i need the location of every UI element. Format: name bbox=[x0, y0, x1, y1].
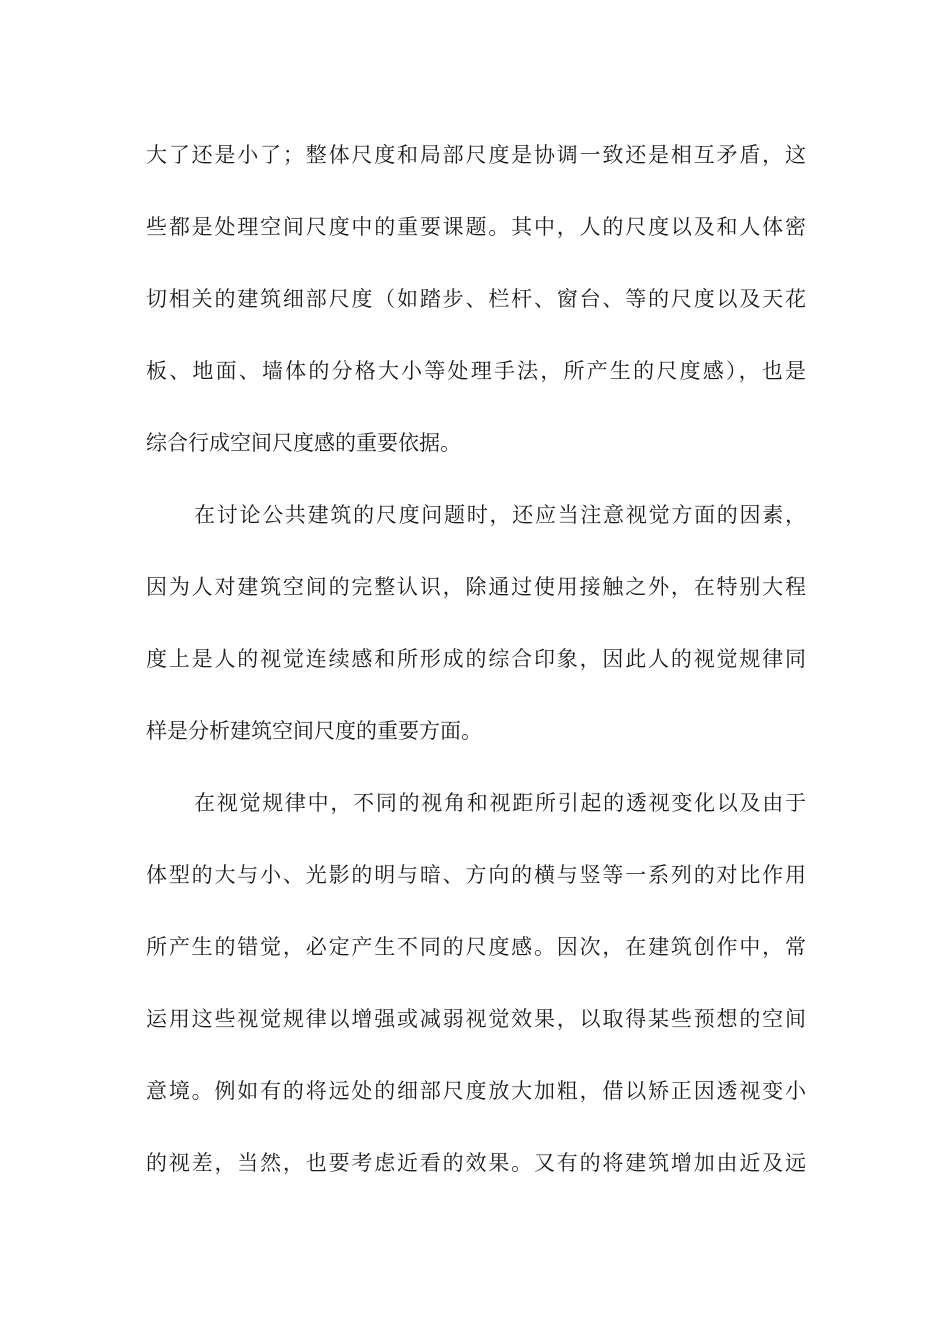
paragraph-line: 在视觉规律中，不同的视角和视距所引起的透视变化以及由于 bbox=[194, 791, 806, 815]
paragraph-line: 因为人对建筑空间的完整认识，除通过使用接触之外，在特别大程 bbox=[146, 575, 806, 599]
paragraph-line: 运用这些视觉规律以增强或减弱视觉效果，以取得某些预想的空间 bbox=[146, 1007, 806, 1031]
paragraph-line: 些都是处理空间尺度中的重要课题。其中，人的尺度以及和人体密 bbox=[146, 215, 806, 239]
paragraph-line: 度上是人的视觉连续感和所形成的综合印象，因此人的视觉规律同 bbox=[146, 647, 806, 671]
paragraph-line: 所产生的错觉，必定产生不同的尺度感。因次，在建筑创作中，常 bbox=[146, 935, 806, 959]
paragraph-line: 样是分析建筑空间尺度的重要方面。 bbox=[146, 719, 482, 743]
paragraph-line: 切相关的建筑细部尺度（如踏步、栏杆、窗台、等的尺度以及天花 bbox=[146, 287, 806, 311]
paragraph-line: 体型的大与小、光影的明与暗、方向的横与竖等一系列的对比作用 bbox=[146, 863, 806, 887]
paragraph-line: 的视差，当然，也要考虑近看的效果。又有的将建筑增加由近及远 bbox=[146, 1151, 806, 1175]
paragraph-line: 在讨论公共建筑的尺度问题时，还应当注意视觉方面的因素， bbox=[194, 503, 806, 527]
paragraph-line: 意境。例如有的将远处的细部尺度放大加粗，借以矫正因透视变小 bbox=[146, 1079, 806, 1103]
paragraph-line: 大了还是小了；整体尺度和局部尺度是协调一致还是相互矛盾，这 bbox=[146, 143, 806, 167]
paragraph-line: 板、地面、墙体的分格大小等处理手法，所产生的尺度感），也是 bbox=[146, 359, 806, 383]
paragraph-line: 综合行成空间尺度感的重要依据。 bbox=[146, 431, 461, 455]
